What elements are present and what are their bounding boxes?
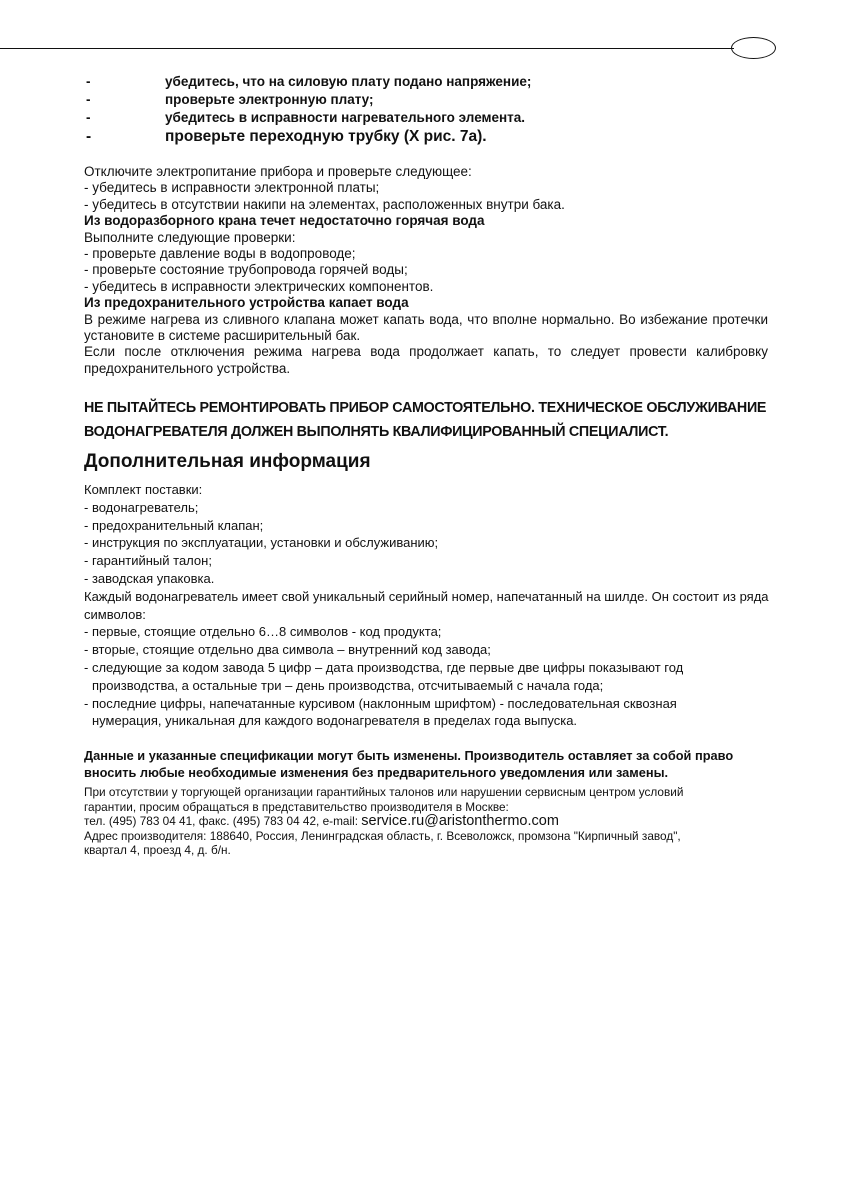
list-item: - вторые, стоящие отдельно два символа – внутренний код завода;	[84, 642, 491, 658]
section-title: Дополнительная информация	[84, 451, 371, 472]
page-number-oval	[731, 37, 776, 59]
disclaimer-line: вносить любые необходимые изменения без предварительного уведомления или замены.	[84, 764, 669, 780]
list-item: - последние цифры, напечатанные курсивом (наклонным шрифтом) - последовательная сквозная	[84, 695, 677, 711]
check-item	[86, 127, 786, 146]
warning-notice	[84, 397, 784, 444]
list-item: - предохранительный клапан;	[84, 517, 264, 533]
list-item-continued: нумерация, уникальная для каждого водонагревателя в пределах года выпуска.	[92, 713, 578, 729]
list-item: - следующие за кодом завода 5 цифр – дата производства, где первые две цифры показывают год	[84, 659, 684, 675]
header-rule	[0, 48, 734, 49]
paragraph: В режиме нагрева из сливного клапана может капать вода, что вполне нормально. Во избежание протечки установите в системе расширительный бак.	[84, 311, 768, 344]
warning-line: НЕ ПЫТАЙТЕСЬ РЕМОНТИРОВАТЬ ПРИБОР САМОСТОЯТЕЛЬНО. ТЕХНИЧЕСКОЕ ОБСЛУЖИВАНИЕ	[84, 400, 767, 416]
contact-info	[84, 785, 784, 858]
check-text: убедитесь, что на силовую плату подано напряжение;	[165, 74, 532, 89]
contact-line: При отсутствии у торгующей организации гарантийных талонов или нарушении сервисным центром условий	[84, 785, 684, 799]
additional-info	[84, 481, 784, 730]
list-item: - заводская упаковка.	[84, 570, 215, 586]
contact-phone-line	[84, 814, 784, 829]
troubleshoot-section	[84, 164, 768, 377]
disclaimer-line: Данные и указанные спецификации могут быть изменены. Производитель оставляет за собой право	[84, 748, 734, 763]
text-line: - убедитесь в исправности электронной платы;	[84, 180, 380, 196]
check-item	[86, 90, 786, 109]
warning-line: ВОДОНАГРЕВАТЕЛЯ ДОЛЖЕН ВЫПОЛНЯТЬ КВАЛИФИЦИРОВАННЫЙ СПЕЦИАЛИСТ.	[84, 423, 669, 440]
text-line: Выполните следующие проверки:	[84, 229, 296, 245]
subheading-hot-water: Из водоразборного крана течет недостаточно горячая вода	[84, 213, 485, 229]
kit-title: Комплект поставки:	[84, 482, 203, 497]
list-dash: -	[86, 128, 92, 145]
list-item-continued: производства, а остальные три – день производства, отсчитываемый с начала года;	[92, 677, 604, 693]
text-line: - проверьте давление воды в водопроводе;	[84, 246, 356, 262]
check-item	[86, 72, 786, 91]
text-line: Отключите электропитание прибора и проверьте следующее:	[84, 164, 472, 179]
check-text: проверьте переходную трубку (X рис. 7а).	[165, 128, 487, 145]
list-item: - инструкция по эксплуатации, установки и обслуживанию;	[84, 535, 439, 551]
paragraph: Если после отключения режима нагрева вода продолжает капать, то следует провести калибровку предохранительного устройства.	[84, 344, 768, 376]
check-item	[86, 108, 786, 127]
check-text: проверьте электронную плату;	[165, 92, 374, 107]
text-line: - убедитесь в отсутствии накипи на элементах, расположенных внутри бака.	[84, 196, 565, 212]
list-item: - первые, стоящие отдельно 6…8 символов - код продукта;	[84, 624, 442, 640]
address-line: квартал 4, проезд 4, д. б/н.	[84, 843, 231, 858]
list-dash: -	[86, 110, 91, 125]
address-line: Адрес производителя: 188640, Россия, Ленинградская область, г. Всеволожск, промзона "Кирпичный завод",	[84, 828, 681, 843]
email-link[interactable]: service.ru@aristonthermo.com	[361, 813, 559, 830]
disclaimer	[84, 748, 784, 781]
list-item: - гарантийный талон;	[84, 553, 212, 569]
text-line: - проверьте состояние трубопровода горячей воды;	[84, 262, 408, 278]
text-line: - убедитесь в исправности электрических компонентов.	[84, 278, 434, 294]
list-dash: -	[86, 92, 91, 107]
list-item: - водонагреватель;	[84, 499, 199, 515]
check-text: убедитесь в исправности нагревательного элемента.	[165, 110, 526, 125]
contact-line: гарантии, просим обращаться в представительство производителя в Москве:	[84, 799, 509, 814]
phone-text: тел. (495) 783 04 41, факс. (495) 783 04 42, e-mail:	[84, 814, 362, 829]
serial-intro: Каждый водонагреватель имеет свой уникальный серийный номер, напечатанный на шилде. Он состоит из ряда символов:	[84, 588, 769, 622]
list-dash: -	[86, 74, 91, 89]
subheading-safety-valve: Из предохранительного устройства капает вода	[84, 295, 409, 311]
